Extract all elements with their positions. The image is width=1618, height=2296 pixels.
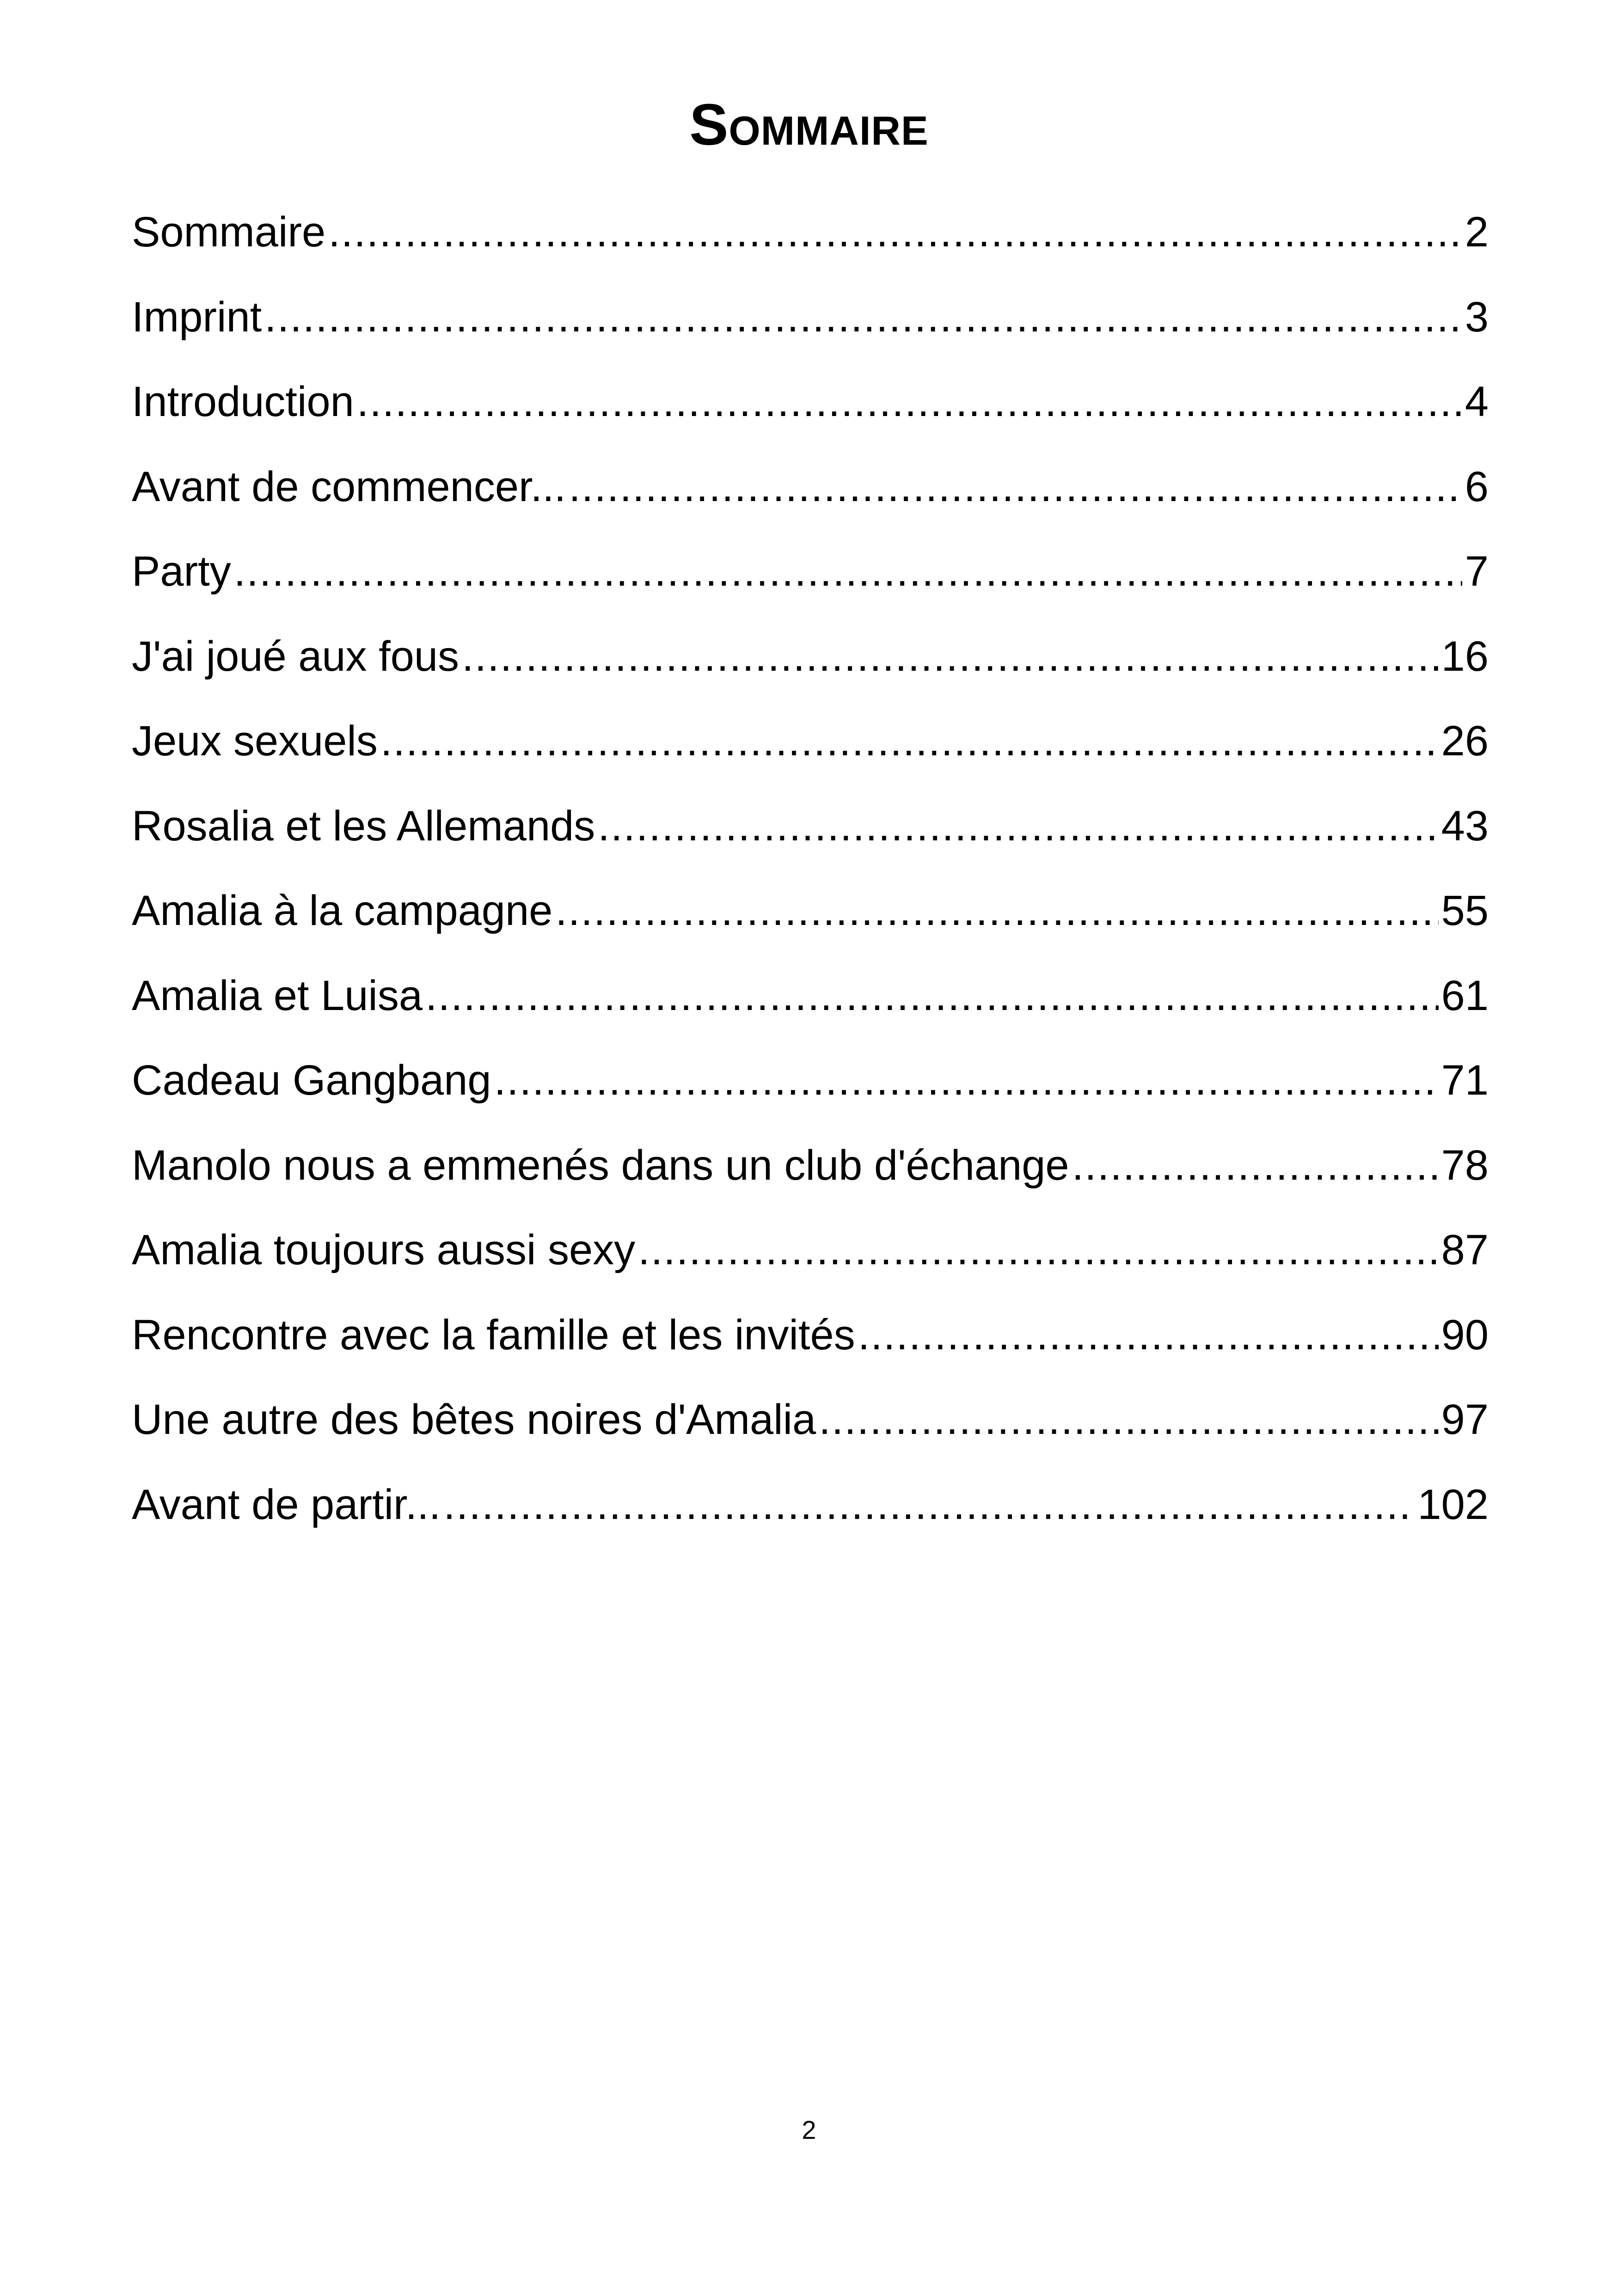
toc-dot-leader [264,285,1462,349]
toc-entry-page: 16 [1441,632,1489,680]
toc-entry-label: Amalia toujours aussi sexy [132,1226,636,1274]
toc-dot-leader [425,963,1439,1028]
toc-entry-page: 55 [1441,887,1489,934]
toc-entry-page: 90 [1441,1311,1489,1359]
toc-entry-label: Party [132,548,231,595]
toc-entry[interactable] [132,1048,1489,1133]
toc-entry[interactable] [132,963,1489,1048]
toc-entry-page: 7 [1465,548,1489,595]
toc-entry-page: 43 [1441,802,1489,850]
toc-entry-page: 71 [1441,1057,1489,1104]
toc-dot-leader [494,1048,1439,1113]
toc-entry[interactable] [132,539,1489,624]
toc-entry-label: Imprint [132,293,262,341]
toc-dot-leader [858,1303,1439,1367]
toc-entry[interactable] [132,709,1489,794]
toc-dot-leader [598,794,1438,858]
toc-entry-label: Une autre des bêtes noires d'Amalia [132,1396,816,1443]
toc-entry[interactable] [132,624,1489,709]
toc-dot-leader [443,1472,1415,1537]
toc-entry-label: Amalia à la campagne [132,887,553,934]
toc-dot-leader [819,1387,1438,1452]
toc-dot-leader [638,1218,1439,1282]
toc-entry-label: Cadeau Gangbang [132,1057,491,1104]
toc-entry-label: Sommaire [132,208,326,256]
toc-entry-label: Avant de commencer... [132,463,566,510]
toc-entry-page: 26 [1441,717,1489,765]
toc-entry-label: Manolo nous a emmenés dans un club d'échange [132,1141,1069,1189]
toc-entry-page: 6 [1465,463,1489,510]
toc-entry-page: 2 [1465,208,1489,256]
toc-entry-label: Amalia et Luisa [132,972,423,1019]
page-title: Sommaire [689,92,929,157]
toc-entry-label: Rencontre avec la famille et les invités [132,1311,855,1359]
toc-entry-page: 102 [1417,1481,1489,1528]
toc-entry[interactable] [132,794,1489,879]
toc-entry-page: 61 [1441,972,1489,1019]
toc-entry-label: J'ai joué aux fous [132,632,460,680]
toc-dot-leader [555,878,1438,943]
toc-entry-label: Rosalia et les Allemands [132,802,595,850]
toc-entry-page: 4 [1465,378,1489,425]
toc-dot-leader [380,709,1439,773]
toc-entry-page: 97 [1441,1396,1489,1443]
toc-entry[interactable] [132,369,1489,454]
toc-entry[interactable] [132,1218,1489,1303]
toc-dot-leader [1072,1133,1439,1198]
toc-entry[interactable] [132,1303,1489,1388]
toc-entry[interactable] [132,1387,1489,1472]
toc-entry[interactable] [132,878,1489,963]
toc-entry[interactable] [132,454,1489,539]
toc-entry-page: 87 [1441,1226,1489,1274]
toc-dot-leader [357,369,1462,434]
toc-entry[interactable] [132,285,1489,370]
toc-entry-page: 78 [1441,1141,1489,1189]
toc-dot-leader [234,539,1462,604]
table-of-contents [132,200,1489,1557]
toc-dot-leader [462,624,1439,689]
toc-entry-label: Avant de partir... [132,1481,441,1528]
toc-entry-page: 3 [1465,293,1489,341]
toc-entry-label: Jeux sexuels [132,717,378,765]
page-number: 2 [802,2115,816,2144]
toc-entry[interactable] [132,1472,1489,1557]
toc-entry[interactable] [132,1133,1489,1218]
toc-dot-leader [328,200,1462,264]
toc-entry[interactable] [132,200,1489,285]
toc-entry-label: Introduction [132,378,354,425]
toc-dot-leader [569,454,1462,519]
